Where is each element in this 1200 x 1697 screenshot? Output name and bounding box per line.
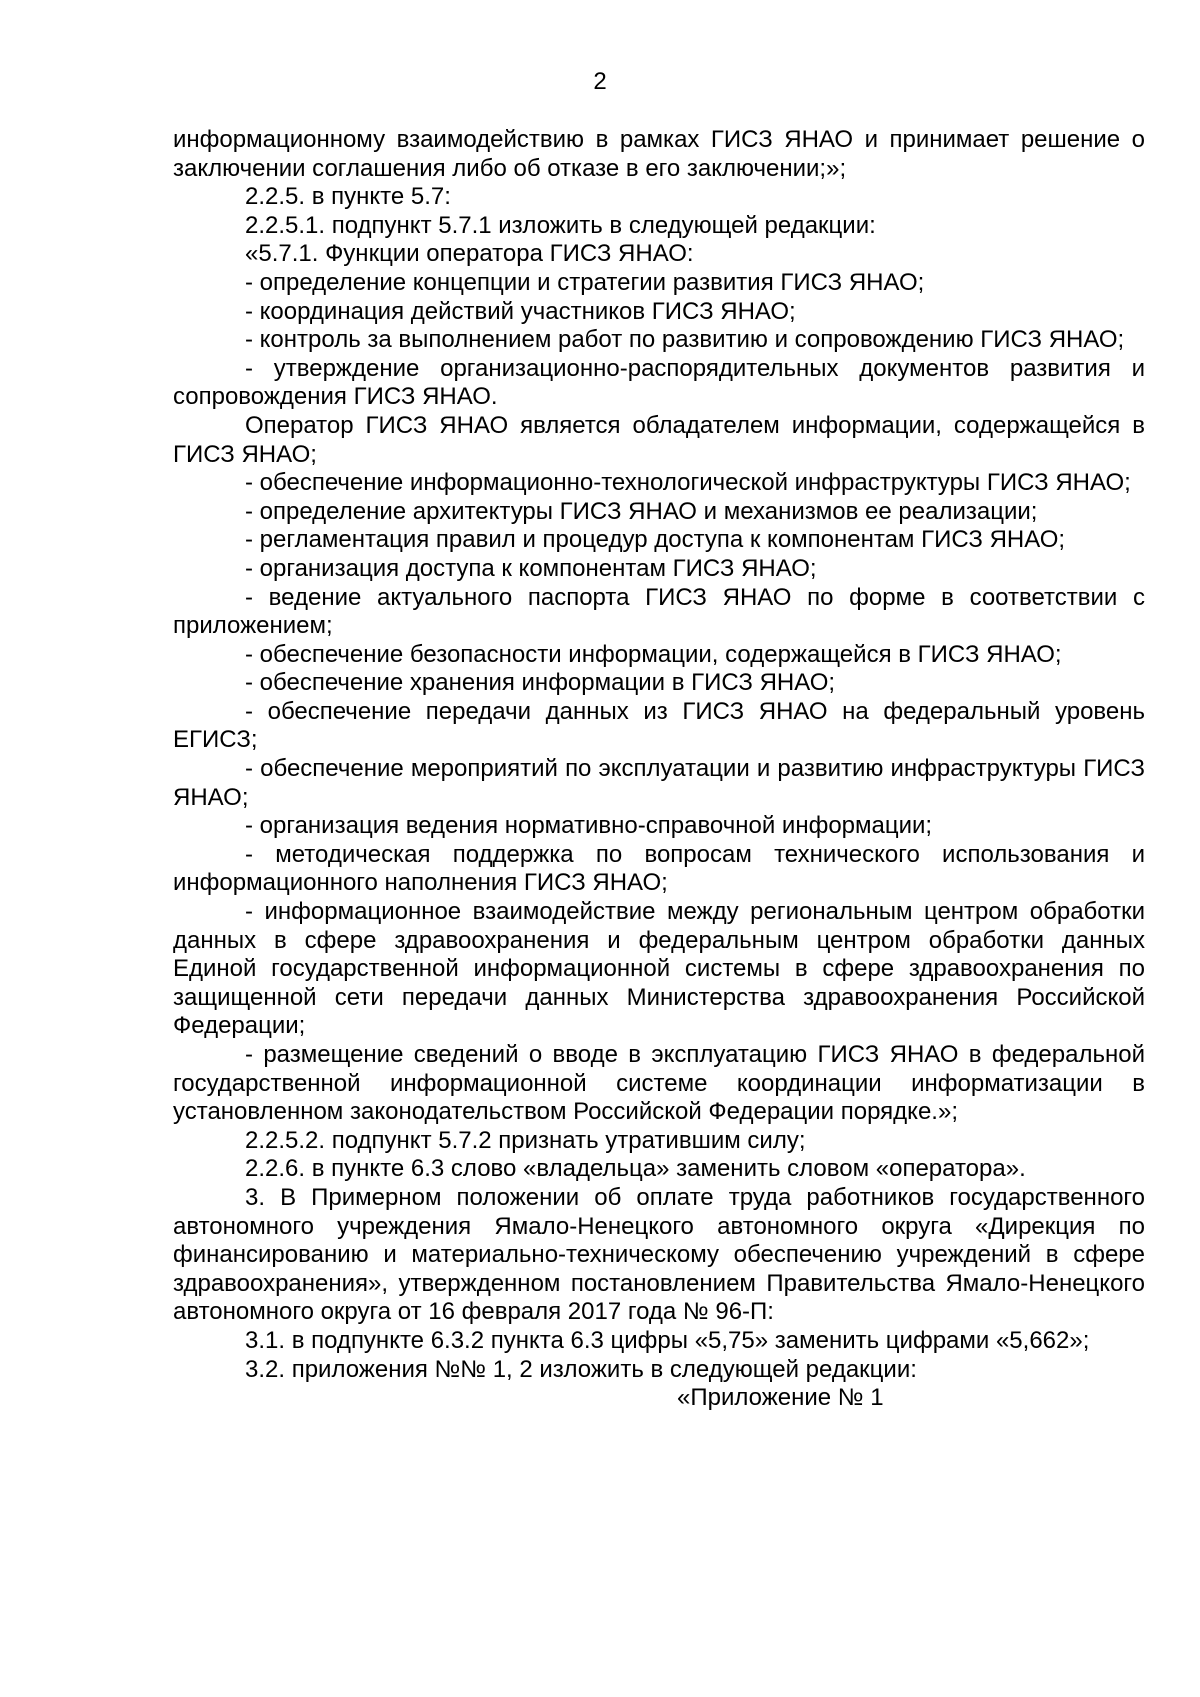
list-item: - обеспечение информационно-технологической инфраструктуры ГИСЗ ЯНАО; [245, 469, 1131, 497]
list-item: - организация ведения нормативно-справочной информации; [245, 812, 933, 840]
paragraph-operator-owner: Оператор ГИСЗ ЯНАО является обладателем информации, содержащейся в ГИСЗ ЯНАО; [173, 411, 1145, 468]
paragraph-3-1: 3.1. в подпункте 6.3.2 пункта 6.3 цифры «5,75» заменить цифрами «5,662»; [245, 1326, 1090, 1354]
list-item: - определение концепции и стратегии развития ГИСЗ ЯНАО; [245, 268, 925, 296]
document-body [173, 126, 1145, 1413]
paragraph-2-2-5-1: 2.2.5.1. подпункт 5.7.1 изложить в следующей редакции: [245, 211, 876, 239]
list-item: - обеспечение передачи данных из ГИСЗ ЯНАО на федеральный уровень ЕГИСЗ; [173, 697, 1145, 754]
list-item: - регламентация правил и процедур доступа к компонентам ГИСЗ ЯНАО; [245, 526, 1066, 554]
page-number: 2 [593, 68, 607, 95]
paragraph-2-2-6: 2.2.6. в пункте 6.3 слово «владельца» заменить словом «оператора». [245, 1155, 1026, 1183]
list-item: - определение архитектуры ГИСЗ ЯНАО и механизмов ее реализации; [245, 497, 1038, 525]
paragraph-3: 3. В Примерном положении об оплате труда работников государственного автономного учреждения Ямало-Ненецкого автономного округа «Дирекция по финансированию и материально-техническому обеспечению учреждений в сфере здравоохранения», утвержденном постановлением Правительства Ямало-Ненецкого автономного округа от 16 февраля 2017 года № 96-П: [173, 1183, 1145, 1326]
list-item: - утверждение организационно-распорядительных документов развития и сопровождения ГИСЗ ЯНАО. [173, 354, 1145, 411]
list-item: - координация действий участников ГИСЗ ЯНАО; [245, 297, 796, 325]
list-item: - обеспечение хранения информации в ГИСЗ ЯНАО; [245, 669, 836, 697]
paragraph-2-2-5-2: 2.2.5.2. подпункт 5.7.2 признать утратившим силу; [245, 1126, 806, 1154]
appendix-heading: «Приложение № 1 [677, 1384, 884, 1412]
paragraph-5-7-1-heading: «5.7.1. Функции оператора ГИСЗ ЯНАО: [245, 240, 694, 268]
list-item: - ведение актуального паспорта ГИСЗ ЯНАО по форме в соответствии с приложением; [173, 583, 1145, 640]
list-item: - методическая поддержка по вопросам технического использования и информационного наполнения ГИСЗ ЯНАО; [173, 840, 1145, 897]
paragraph-continuation: информационному взаимодействию в рамках ГИСЗ ЯНАО и принимает решение о заключении соглашения либо об отказе в его заключении;»; [173, 126, 1145, 182]
list-item: - организация доступа к компонентам ГИСЗ ЯНАО; [245, 554, 817, 582]
list-item: - размещение сведений о вводе в эксплуатацию ГИСЗ ЯНАО в федеральной государственной информационной системе координации информатизации в установленном законодательством Российской Федерации порядке.»; [173, 1041, 1145, 1126]
paragraph-3-2: 3.2. приложения №№ 1, 2 изложить в следующей редакции: [245, 1355, 917, 1383]
list-item: - контроль за выполнением работ по развитию и сопровождению ГИСЗ ЯНАО; [245, 326, 1125, 354]
list-item: - обеспечение мероприятий по эксплуатации и развитию инфраструктуры ГИСЗ ЯНАО; [173, 755, 1145, 811]
list-item: - обеспечение безопасности информации, содержащейся в ГИСЗ ЯНАО; [245, 640, 1062, 668]
paragraph-2-2-5: 2.2.5. в пункте 5.7: [245, 183, 451, 211]
list-item: - информационное взаимодействие между региональным центром обработки данных в сфере здравоохранения и федеральным центром обработки данных Единой государственной информационной системы в сфере здравоохранения по защищенной сети передачи данных Министерства здравоохранения Российской Федерации; [173, 898, 1145, 1040]
